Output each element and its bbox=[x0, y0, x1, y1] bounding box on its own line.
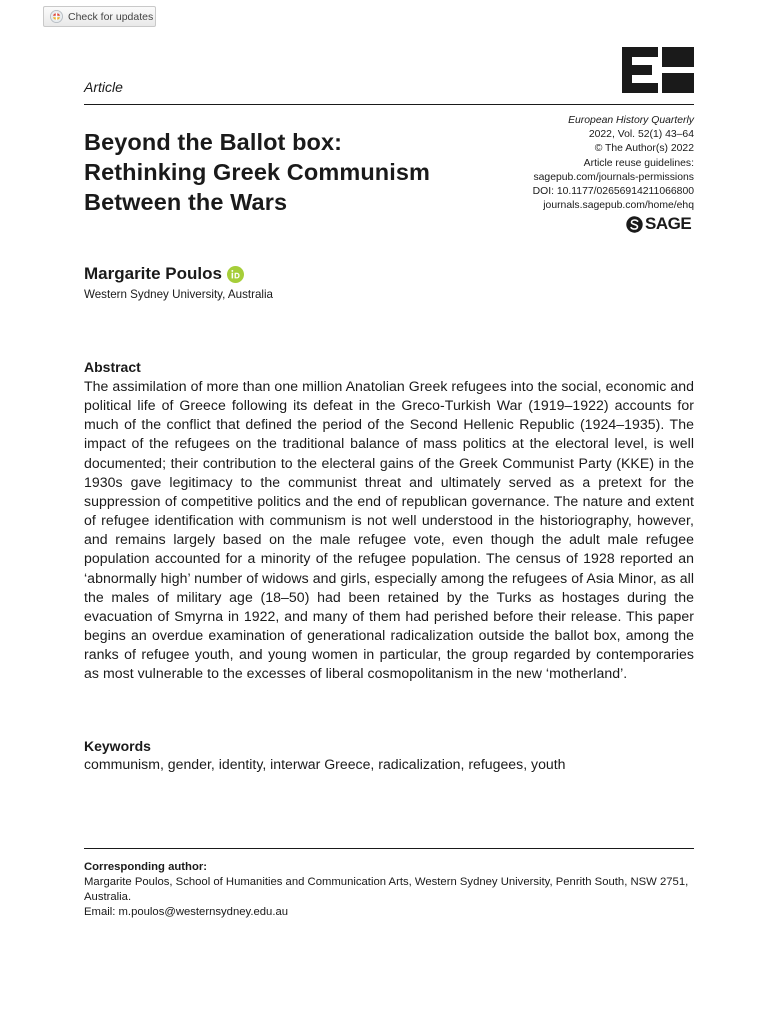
sage-logo bbox=[626, 214, 691, 234]
check-for-updates-badge[interactable] bbox=[43, 6, 156, 27]
author-affiliation: Western Sydney University, Australia bbox=[84, 288, 274, 301]
corresponding-author-address: Margarite Poulos, School of Humanities and Communication Arts, Western Sydney University, Penrith South, NSW 2751, Australia. bbox=[84, 876, 689, 903]
journal-metadata bbox=[533, 114, 694, 213]
corresponding-author-heading: Corresponding author: bbox=[84, 861, 208, 873]
doi-link[interactable]: DOI: 10.1177/02656914211066800 bbox=[532, 186, 694, 198]
sage-logo-text: SAGE bbox=[645, 214, 692, 233]
sage-logo-icon bbox=[626, 216, 643, 233]
title-line: Beyond the Ballot box: bbox=[84, 129, 343, 155]
corresponding-author-email[interactable]: Email: m.poulos@westernsydney.edu.au bbox=[84, 906, 289, 918]
journal-home-link[interactable]: journals.sagepub.com/home/ehq bbox=[543, 200, 694, 212]
abstract-text: The assimilation of more than one million Anatolian Greek refugees into the social, economic and political life of Greece following its defeat in the Greco-Turkish War (1919–1922) accounts for much of the conflict that defined the period of the Second Hellenic Republic (1924–1935). The impact of the refugees on the traditional balance of mass politics at the electoral level, is well documented; their contribution to the electeral gains of the Greek Communist Party (KKE) in the 1930s gave legitimacy to the communist threat and ultimately served as a pretext for the suppression of competitive politics and the end of republican governance. The nature and extent of refugee identification with communism is not well understood in the historiography, however, and remains largely based on the male refugee vote, even though the adult male refugee population accounted for a minority of the refugee population. The census of 1928 reported an ‘abnormally high’ number of widows and girls, especially among the refugees of Asia Minor, as all the males of military age (18–50) had been retained by the Turks as hostages during the evacuation of Smyrna in 1922, and many of them had perished before their release. This paper begins an overdue examination of generational radicalization outside the ballot box, among the ranks of refugee youth, and young women in particular, the group regarded by contemporaries as most vulnerable to the excesses of liberal cosmopolitanism in the new ‘motherland’. bbox=[84, 378, 694, 682]
keywords-heading: Keywords bbox=[84, 738, 151, 754]
permissions-link[interactable]: sagepub.com/journals-permissions bbox=[533, 171, 694, 183]
journal-volume: 2022, Vol. 52(1) 43–64 bbox=[588, 129, 694, 141]
article-title bbox=[84, 127, 504, 217]
check-for-updates-icon bbox=[50, 10, 63, 23]
keywords-text: communism, gender, identity, interwar Greece, radicalization, refugees, youth bbox=[84, 756, 566, 772]
corresponding-author-note bbox=[84, 860, 696, 920]
title-line: Rethinking Greek Communism bbox=[84, 159, 431, 185]
author-name: Margarite Poulos bbox=[84, 264, 222, 283]
copyright-notice: © The Author(s) 2022 bbox=[594, 143, 694, 155]
journal-name: European History Quarterly bbox=[568, 115, 694, 126]
footnote-rule bbox=[84, 848, 694, 849]
author-block bbox=[84, 264, 244, 284]
check-for-updates-label: Check for updates bbox=[68, 10, 154, 23]
title-line: Between the Wars bbox=[84, 189, 288, 215]
orcid-icon[interactable] bbox=[227, 266, 244, 283]
abstract-heading: Abstract bbox=[84, 359, 141, 375]
header-rule bbox=[84, 104, 694, 105]
article-type-label: Article bbox=[84, 79, 123, 95]
reuse-guidelines-label: Article reuse guidelines: bbox=[583, 157, 694, 169]
journal-logo-icon bbox=[622, 47, 694, 93]
